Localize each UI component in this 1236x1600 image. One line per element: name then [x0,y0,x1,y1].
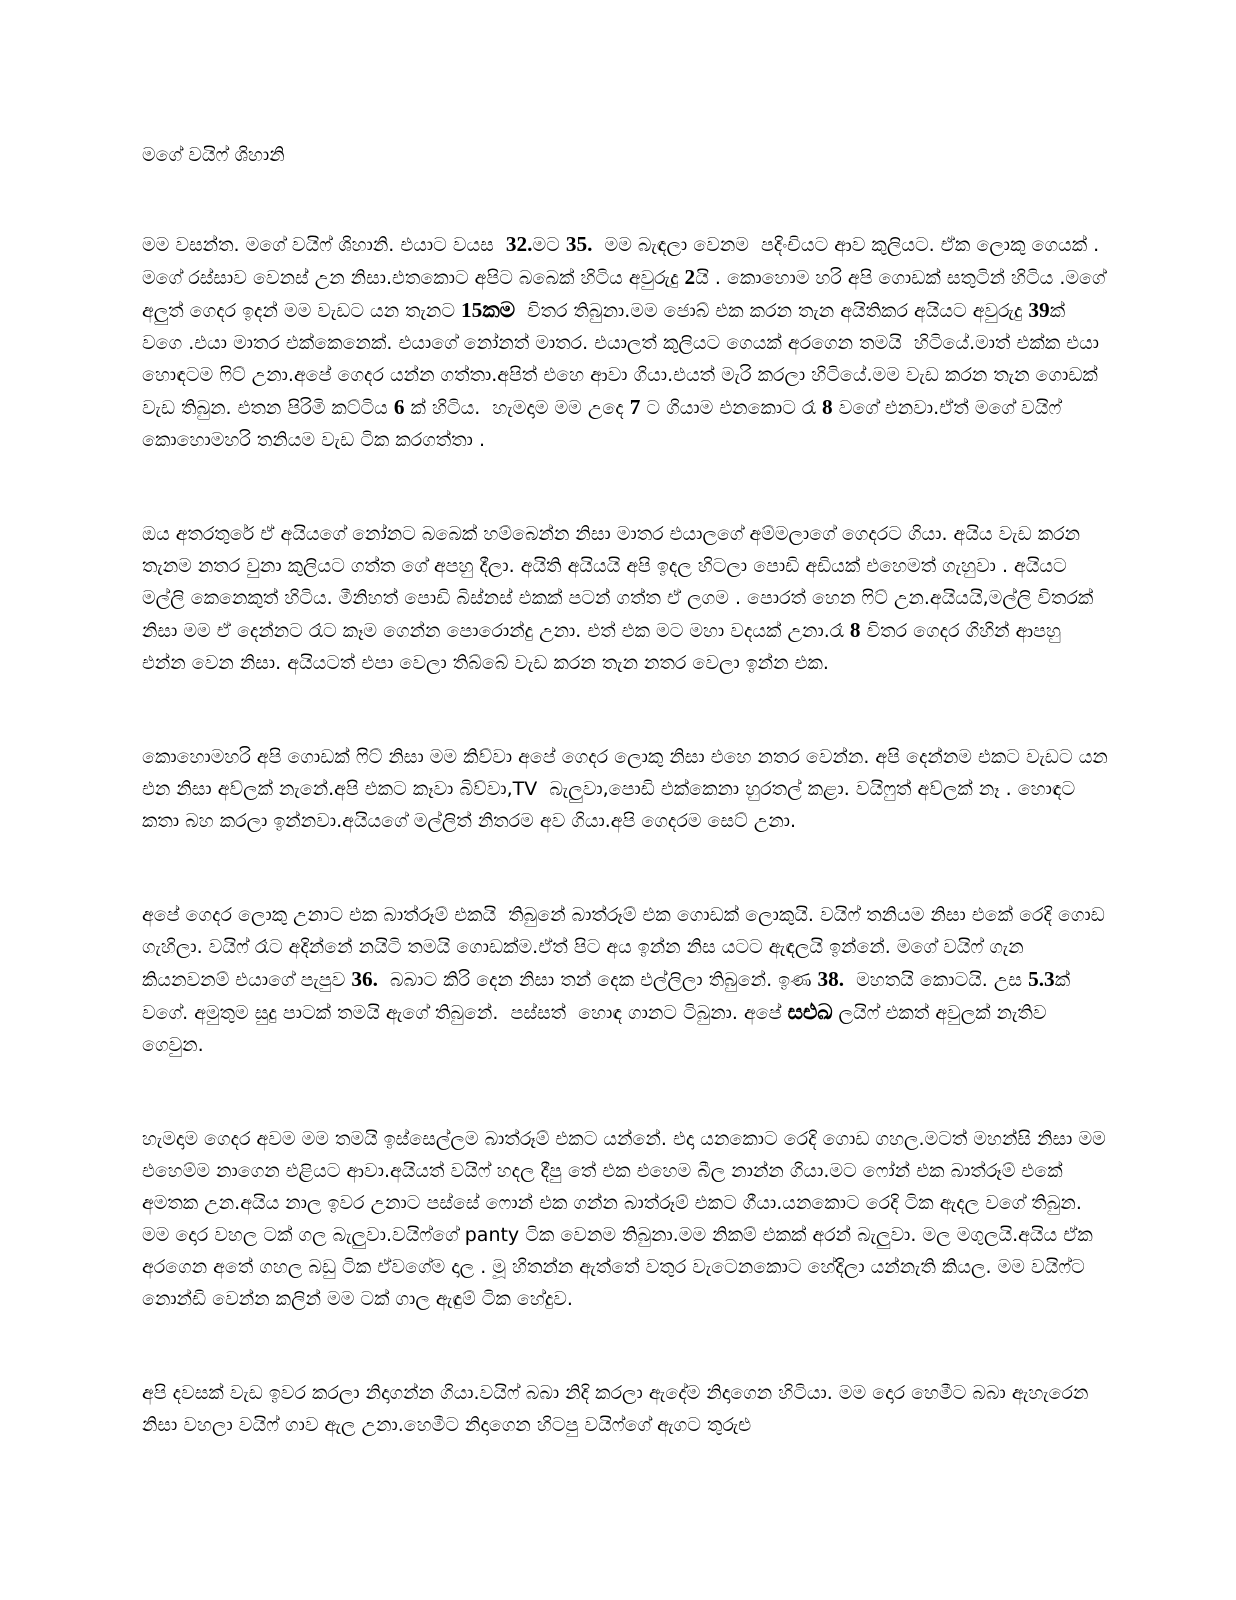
paragraph-1: මම වසන්ත. මගේ වයිෆ් ශිහානි. එයාට වයස 32.මට 35. මම බැඳලා වෙනම පදිංචියට ආව කුලියට. ඒක ලොකු ගෙයක් . මගේ රස්සාව වෙනස් උන නිසා.එතකොට අපිට බබෙක් හිටිය අවුරුදු 2යි . කොහොම හරි අපි ගොඩක් සතුටින් හිටිය .මගේ අලුත් ගෙදර ඉදන් මම වැඩට යන තැනට 15කම විතර තිබුනා.මම ජොබ් එක කරන තැන අයිතිකර අයියට අවුරුදු 39ක් වගෙ .එයා මාතර එක්කෙනෙක්. එයාගේ නෝනත් මාතර. එයාලත් කුලියට ගෙයක් අරගෙන තමයි හිටියේ.මාත් එක්ක එයා හොඳටම ෆිට් උනා.අපේ ගෙදර යන්න ගත්තා.අපිත් එහෙ ආවා ගියා.එයත් මැරි කරලා හිටියේ.මම වැඩ කරන තැන ගොඩක් වැඩ තිබුන. එතන පිරිමි කට්ටිය 6 ක් හිටිය. හැමදාම මම උදෙ 7 ට ගියාම එනකොට රෑ 8 වගේ එනවා.ඒත් මගේ වයිෆ් කොහොමහරි තනියම වැඩ ටික කරගත්තා . [142,232,1112,451]
paragraph-5: හැමදාම ගෙදර අවම මම තමයි ඉස්සෙල්ලම බාත්රූම් එකට යන්නේ. එදා යනකොට රෙදි ගොඩ ගහල.මටත් මහන්සි නිසා මම එහෙම්ම නාගෙන එළියට ආවා.අයියත් වයිෆ් හදල දීපු තේ එක එහෙම බීල නාන්න ගියා.මට ෆෝන් එක බාත්රූම් එකේ අමතක උන.අයිය නාල ඉවර උනාට පස්සේ ෆොන් එක ගන්න බාත්රූම් එකට ගීයා.යනකොට රෙදි ටික ඇදල වගේ තිබුන. මම දොර වහල ටක් ගල බැලුවා.වයිෆ්ගේ panty ටික වෙනම තිබුනා.මම නිකම් එකක් අරන් බැලුවා. මල මගුලයි.අයිය ඒක අරගෙන අතේ ගහල බඩු ටික ඒවගේම දාල . මූ හිතන්න ඇත්තේ වතුර වැටෙනකොට හේදිලා යන්නැති කියල. මම වයිෆ්ට නොන්ඩි වෙන්න කලින් මම ටක් ගාල ඇඳුම් ටික හේදුව. [142,1128,1112,1310]
paragraph-6: අපි දවසක් වැඩ ඉවර කරලා නිදාගන්න ගියා.වයිෆ් බබා නිදි කරලා ඇදේම නිදාගෙන හිටියා. මම දොර හෙමීට බබා ඇහැරෙන නිසා වහලා වයිෆ් ගාව ඇල උනා.හෙමීට නිදාගෙන හිටපු වයිෆ්ගේ ඇගට තුරුළු [142,1382,1095,1436]
document-title: මගේ වයිෆ් ශිහානි [142,144,285,166]
paragraph-2: ඔය අතරතුරේ ඒ අයියගේ නෝනට බබෙක් හම්බෙන්න නිසා මාතර එයාලගේ අම්මලාගේ ගෙදරට ගියා. අයිය වැඩ කරන තැනම නතර වුනා කුලියට ගත්ත ගේ අපහු දීලා. අයිති අයියයි අපි ඉදල හිටලා පොඩි අඩියක් එහෙමත් ගැහුවා . අයියට මල්ලි කෙනෙකුත් හිටිය. මීනිහත් පොඩි බිස්නස් එකක් පටන් ගත්ත ඒ ලගම . පොරත් හෙන ෆිට් උන.අයියයි,මල්ලි විතරක් නිසා මම ඒ දෙන්නට රෑට කෑම ගෙන්න පොරොන්දු උනා. එත් එක මට මහා වදයක් උනා.රෑ 8 විතර ගෙදර ගිහින් ආපහු එන්න වෙන නිසා. අයියටත් එපා වෙලා තිබ්බේ වැඩ කරන තැන නතර වෙලා ඉන්න එක. [142,523,1100,674]
paragraph-4: අපේ ගෙදර ලොකු උනාට එක බාත්රූම් එකයි තිබුනේ බාත්රූම් එක ගොඩක් ලොකුයි. වයිෆ් තනියම නිසා එකේ රෙදි ගොඩ ගැහිලා. වයිෆ් රෑට අදින්නේ නයිටි තමයි ගොඩක්ම.ඒත් පිට අය ඉන්න නිස යටට ඇඳලයි ඉන්නේ. මගේ වයිෆ් ගැන කියනවනම් එයාගේ පැපුව 36. බබාට කිරි දෙන නිසා තන් දෙක එල්ලිලා තිබුනේ. ඉණ 38. මහතයි කොටයි. උස 5.3ක් වගේ. අමුතුම සුදු පාටක් තමයි ඇගේ තිබුනේ. පස්සත් හොඳ ගානට ටිබුනා. අපේ සඑඛ ලයිෆ් එකත් අවුලක් නැතිව ගෙවුන. [142,904,1111,1056]
paragraph-3: කොහොමහරි අපි ගොඩක් ෆිට් නිසා මම කිව්වා අපේ ගෙදර ලොකු නිසා එහෙ නතර වෙන්න. අපි දෙන්නම එකට වැඩට යන එන නිසා අව්ලක් නැනේ.අපි එකට කෑවා බිව්වා,TV බැලුවා,පොඩි එක්කෙනා හුරතල් කළා. වයිෆුත් අව්ලක් නෑ . හොඳට කතා බහ කරලා ඉන්නවා.අයියගේ මල්ලිත් නිතරම අව ගියා.අපි ගෙදරම සෙට් උනා. [142,746,1114,832]
